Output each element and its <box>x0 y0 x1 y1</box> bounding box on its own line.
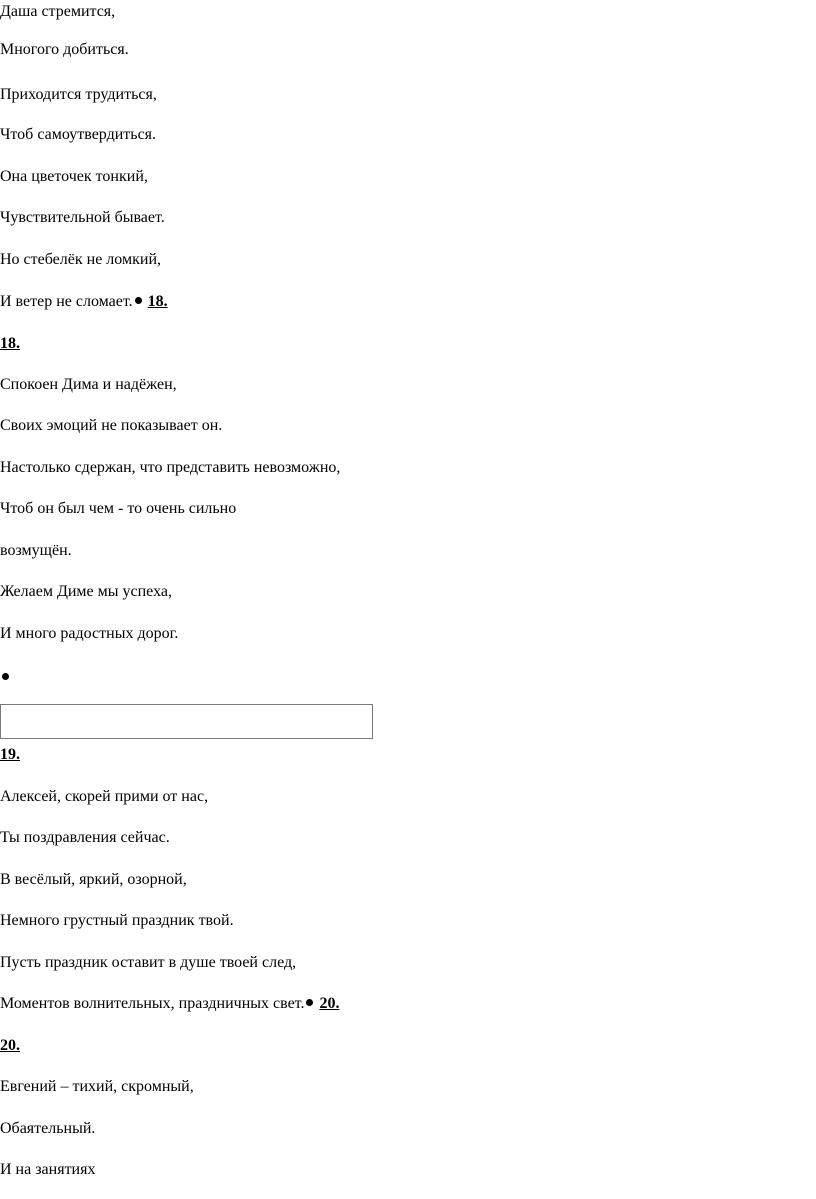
poem-line: Евгений – тихий, скромный, <box>0 1078 194 1095</box>
poem-line: Немного грустный праздник твой. <box>0 912 234 929</box>
poem-line: Своих эмоций не показывает он. <box>0 417 223 434</box>
poem-line: Настолько сдержан, что представить невозможно, <box>0 459 341 476</box>
poem-line: Ты поздравления сейчас. <box>0 829 170 846</box>
poem-line: возмущён. <box>0 542 72 559</box>
poem-line: Обаятельный. <box>0 1120 96 1137</box>
poem-line: В весёлый, яркий, озорной, <box>0 871 187 888</box>
empty-frame <box>0 704 373 739</box>
poem-number: 20. <box>0 1037 20 1054</box>
poem-line: И много радостных дорог. <box>0 625 179 642</box>
poem-line: Желаем Диме мы успеха, <box>0 583 172 600</box>
bullet-icon <box>306 999 313 1006</box>
poem-line: Она цветочек тонкий, <box>0 168 148 185</box>
poem-line: Но стебелёк не ломкий, <box>0 251 162 268</box>
poem-line-text: И ветер не сломает. <box>0 293 133 310</box>
poem-number-link[interactable]: 18. <box>147 293 168 310</box>
poem-line: Даша стремится, <box>0 3 116 20</box>
poem-last-line <box>0 993 339 1015</box>
poem-number-link[interactable]: 20. <box>319 995 340 1012</box>
poem-last-line <box>0 291 168 313</box>
poem-line: Чувствительной бывает. <box>0 209 165 226</box>
poem-line: Чтоб самоутвердиться. <box>0 126 157 143</box>
poem-line: Чтоб он был чем - то очень сильно <box>0 500 237 517</box>
poem-number: 19. <box>0 746 20 763</box>
poem-line: Приходится трудиться, <box>0 86 157 103</box>
poem-line: И на занятиях <box>0 1161 96 1178</box>
poem-number: 18. <box>0 335 20 352</box>
poem-line: Пусть праздник оставит в душе твоей след, <box>0 954 297 971</box>
poem-line: Спокоен Дима и надёжен, <box>0 376 177 393</box>
poem-line: Алексей, скорей прими от нас, <box>0 788 209 805</box>
poem-line-text: Моментов волнительных, праздничных свет. <box>0 995 305 1012</box>
poem-line: Многого добиться. <box>0 41 129 58</box>
bullet-icon <box>135 297 142 304</box>
bullet-icon <box>2 673 9 680</box>
